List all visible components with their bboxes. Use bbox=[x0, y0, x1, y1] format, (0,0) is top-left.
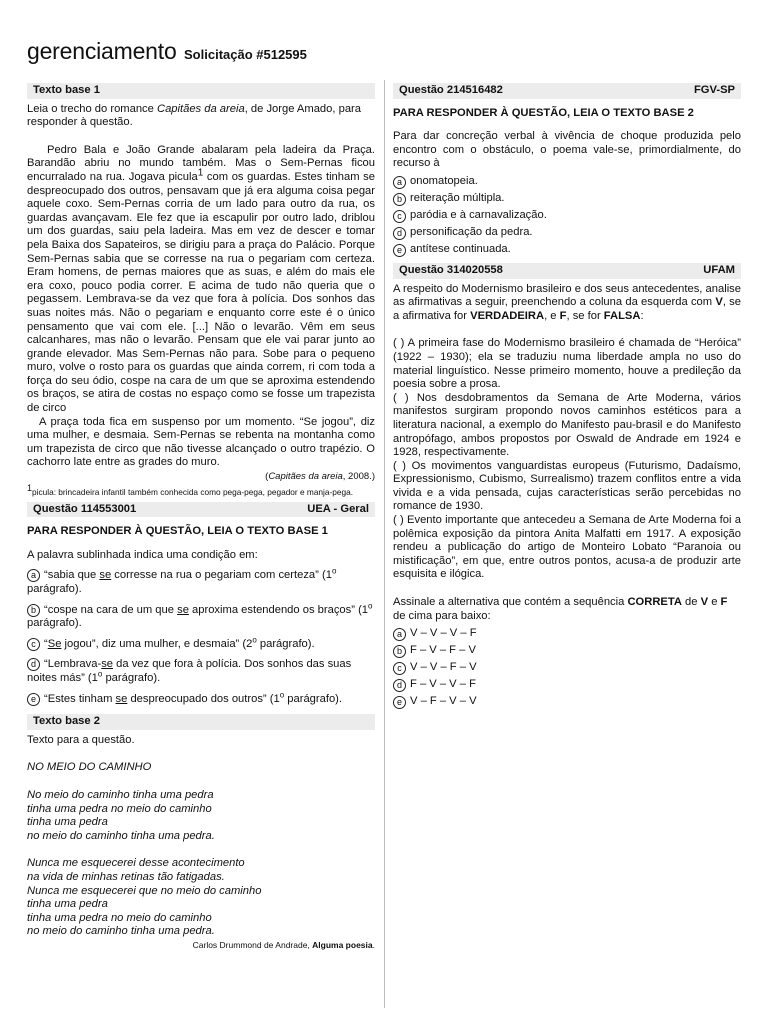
poem-stanza-1 bbox=[27, 789, 375, 843]
option-b[interactable] bbox=[27, 600, 375, 631]
poem-line: na vida de minhas retinas tão fatigadas. bbox=[27, 870, 225, 883]
left-column bbox=[27, 83, 375, 952]
prompt-text: de cima para baixo: bbox=[393, 609, 491, 622]
passage-text: Pedro Bala e João Grande abalaram pela ladeira da Praça. Barandão abriu no mundo também. Mas o Sem-Pernas ficou encurralado na rua. Jogava picula bbox=[27, 143, 375, 183]
question-ask bbox=[393, 596, 741, 623]
statement: ( ) Evento importante que antecedeu a Semana de Arte Moderna foi a polêmica exposição da pintora Anita Malfatti em 1917. A exposição rendeu a publicação do artigo de Monteiro Lobato “Paranoia ou mistificação”, em que, entre outros pontos, acusa-a de produzir arte esquisita e ilógica. bbox=[393, 514, 741, 581]
page-title: gerenciamento bbox=[27, 38, 177, 64]
option-d[interactable] bbox=[27, 657, 375, 685]
option-c[interactable] bbox=[393, 209, 741, 223]
poem-line: tinha uma pedra bbox=[27, 898, 108, 911]
prompt-text: : bbox=[640, 309, 644, 322]
underlined-word: se bbox=[99, 569, 112, 582]
question-1-options bbox=[27, 568, 375, 706]
question-2-options bbox=[393, 175, 741, 257]
prompt-text: , se a afirmativa for bbox=[393, 296, 741, 322]
option-a[interactable] bbox=[393, 627, 741, 641]
ordinal-marker: o bbox=[279, 689, 285, 699]
option-letter-icon: a bbox=[27, 569, 40, 582]
bold-term: CORRETA bbox=[627, 596, 682, 609]
citation-part: . bbox=[372, 939, 375, 950]
option-letter-icon: c bbox=[393, 662, 406, 675]
option-e[interactable] bbox=[27, 689, 375, 707]
option-text: F – V – V – F bbox=[410, 678, 476, 691]
option-c[interactable] bbox=[393, 661, 741, 675]
option-d[interactable] bbox=[393, 226, 741, 240]
citation-book: Alguma poesia bbox=[312, 939, 373, 950]
footnote bbox=[27, 482, 375, 498]
question-prompt: A palavra sublinhada indica uma condição em: bbox=[27, 548, 258, 561]
option-text: antítese continuada. bbox=[410, 242, 511, 255]
texto-base-1-intro bbox=[27, 103, 375, 130]
bold-term: F bbox=[720, 596, 728, 609]
option-text: jogou”, diz uma mulher, e desmaia” (2 bbox=[61, 637, 253, 650]
poem-stanza-2 bbox=[27, 857, 375, 939]
option-text: parágrafo). bbox=[27, 583, 82, 595]
option-text: “ bbox=[44, 637, 48, 650]
option-e[interactable] bbox=[393, 243, 741, 257]
option-text: “Lembrava- bbox=[44, 658, 102, 671]
request-number: Solicitação #512595 bbox=[184, 47, 307, 62]
option-text: parágrafo). bbox=[256, 637, 315, 650]
intro-text: , de Jorge Amado, para responder à questão. bbox=[27, 102, 361, 129]
book-title: Capitães da areia bbox=[156, 102, 245, 115]
option-letter-icon: c bbox=[393, 210, 406, 223]
option-letter-icon: d bbox=[393, 679, 406, 692]
option-text: parágrafo). bbox=[27, 617, 82, 630]
underlined-word: se bbox=[101, 658, 114, 671]
bold-term: V bbox=[700, 596, 709, 609]
option-letter-icon: c bbox=[27, 638, 40, 651]
citation-part: ( bbox=[265, 471, 269, 483]
prompt-text: e bbox=[708, 596, 721, 609]
option-text: paródia e à carnavalização. bbox=[410, 208, 547, 221]
option-d[interactable] bbox=[393, 678, 741, 692]
option-text: V – V – V – F bbox=[410, 627, 477, 640]
question-source: UEA - Geral bbox=[307, 502, 369, 515]
question-id: Questão 314020558 bbox=[399, 263, 503, 276]
option-letter-icon: d bbox=[393, 227, 406, 240]
passage-paragraph-2 bbox=[27, 416, 375, 470]
option-letter-icon: e bbox=[393, 696, 406, 709]
poem-line: Nunca me esquecerei desse acontecimento bbox=[27, 857, 245, 870]
option-a[interactable] bbox=[393, 175, 741, 189]
option-e[interactable] bbox=[393, 695, 741, 709]
option-text: corresse na rua o pegariam com certeza” (1 bbox=[111, 569, 332, 582]
option-letter-icon: e bbox=[27, 693, 40, 706]
poem-title: NO MEIO DO CAMINHO bbox=[27, 761, 152, 774]
question-2-header bbox=[393, 83, 741, 99]
prompt-text: de bbox=[681, 596, 701, 609]
passage-citation bbox=[27, 470, 375, 484]
statements-list bbox=[393, 337, 741, 582]
question-1-header bbox=[27, 502, 375, 518]
question-id: Questão 114553001 bbox=[33, 502, 137, 515]
passage-text: A praça toda fica em suspenso por um momento. “Se jogou”, diz uma mulher, e desmaia. Sem-Pernas se rebenta na montanha como um trapezista de circo que não tivesse alcançado o outro trapézio. O cachorro late entre as grades do muro. bbox=[27, 415, 375, 469]
bold-term: VERDADEIRA bbox=[470, 309, 545, 322]
column-divider bbox=[384, 80, 385, 1008]
option-text: “Estes tinham bbox=[44, 692, 116, 705]
underlined-word: Se bbox=[47, 637, 62, 650]
option-text: F – V – F – V bbox=[410, 644, 476, 657]
option-text: V – V – F – V bbox=[410, 661, 477, 674]
citation-author: Carlos Drummond de Andrade, bbox=[192, 939, 313, 950]
ordinal-marker: o bbox=[368, 600, 373, 610]
option-letter-icon: a bbox=[393, 628, 406, 641]
bold-term: V bbox=[715, 296, 723, 309]
option-text: reiteração múltipla. bbox=[410, 191, 505, 204]
section-title: Texto base 1 bbox=[33, 84, 100, 96]
option-text: parágrafo). bbox=[284, 692, 343, 705]
passage-paragraph-1 bbox=[27, 144, 375, 416]
option-text: “sabia que bbox=[44, 569, 100, 582]
option-text: da vez que fora à polícia. Dos sonhos das suas noites más” (1 bbox=[27, 658, 352, 684]
footnote-text: picula: brincadeira infantil também conhecida como pega-pega, pegador e manja-pega. bbox=[32, 486, 354, 497]
statement: ( ) Nos desdobramentos da Semana de Arte Moderna, vários manifestos surgiram propondo novos caminhos estéticos para a literatura nacional, a exemplo do Manifesto pau-brasil e do Manifesto antropófago, ambos propostos por Oswald de Andrade em 1924 e 1928, respectivamente. bbox=[393, 391, 741, 459]
option-text: personificação da pedra. bbox=[410, 225, 533, 238]
question-instruction: PARA RESPONDER À QUESTÃO, LEIA O TEXTO BASE 2 bbox=[393, 106, 694, 119]
texto-base-1-heading bbox=[27, 83, 375, 99]
footnote-marker: 1 bbox=[197, 167, 204, 179]
poem-line: no meio do caminho tinha uma pedra. bbox=[27, 829, 215, 842]
option-text: onomatopeia. bbox=[410, 174, 478, 187]
question-3-options bbox=[393, 627, 741, 709]
question-instruction: PARA RESPONDER À QUESTÃO, LEIA O TEXTO BASE 1 bbox=[27, 525, 328, 538]
option-letter-icon: b bbox=[393, 645, 406, 658]
prompt-text: , e bbox=[544, 309, 560, 322]
statement: ( ) A primeira fase do Modernismo brasileiro é chamada de “Heróica” (1922 – 1930); ela se traduziu numa liberdade ampla no uso do material linguístico. Nesse primeiro momento, houve a predileção da poesia sobre a prosa. bbox=[393, 337, 741, 391]
ordinal-marker: o bbox=[252, 635, 257, 645]
poem-line: No meio do caminho tinha uma pedra bbox=[27, 788, 214, 801]
citation-part: , 2008.) bbox=[342, 471, 375, 483]
poem-line: Nunca me esquecerei que no meio do caminho bbox=[27, 884, 262, 897]
ordinal-marker: o bbox=[97, 669, 103, 679]
option-text: despreocupado dos outros” (1 bbox=[127, 692, 280, 705]
option-letter-icon: a bbox=[393, 176, 406, 189]
option-b[interactable] bbox=[393, 192, 741, 206]
option-letter-icon: b bbox=[27, 604, 40, 617]
option-text: “cospe na cara de um que bbox=[44, 603, 178, 616]
section-title: Texto base 2 bbox=[33, 715, 100, 728]
poem-citation bbox=[27, 939, 375, 953]
ordinal-marker: o bbox=[331, 566, 337, 576]
poem-line: no meio do caminho tinha uma pedra. bbox=[27, 925, 215, 938]
bold-term: FALSA bbox=[603, 309, 641, 322]
prompt-text: A respeito do Modernismo brasileiro e dos seus antecedentes, analise as afirmativas a seguir, preenchendo a coluna da esquerda com bbox=[393, 282, 741, 309]
right-column bbox=[393, 83, 741, 712]
option-c[interactable] bbox=[27, 637, 375, 652]
option-letter-icon: b bbox=[393, 193, 406, 206]
option-text: aproxima estendendo os braços” (1 bbox=[188, 603, 369, 616]
question-source: FGV-SP bbox=[693, 84, 735, 96]
prompt-text: Assinale a alternativa que contém a sequência bbox=[393, 596, 628, 609]
passage-text: com os guardas. Estes tinham se despreocupado dos outros, pensavam que já era alguma coisa pegar aquele coxo. Sem-Pernas corria de um lado para outro da rua, os guardas avançavam. Ele fez que ia escapulir por outro lado, driblou um dos guardas, saiu pela ladeira. Mas em vez de descer e tomar pela Baixa dos Sapateiros, se dirigiu para a praça do Palácio. Porque Sem-Pernas sabia que se corresse na rua o pegariam com certeza. Eram homens, de pernas maiores que as suas, e além do mais ele era coxo, pouco podia correr. E acima de tudo não queria que o pegassem. Lembrava-se da vez que fora à polícia. Dos sonhos das suas noites más. Não o pegariam e enquanto corre este é o único pensamento que vai com ele. [...] Não o levarão. Vêm em seus calcanhares, mas não o levarão. Pensam que ele vai parar junto ao grande elevador. Mas Sem-Pernas não para. Sobe para o pequeno muro, volve o rosto para os guardas que ainda correm, ri com toda a força do seu ódio, cospe na cara de um que se aproxima estendendo os braços, se atira de costas no espaço como se fosse um trapezista de circo bbox=[27, 170, 376, 415]
question-source: UFAM bbox=[703, 263, 735, 276]
prompt-text: , se for bbox=[566, 309, 604, 322]
poem-line: tinha uma pedra no meio do caminho bbox=[27, 802, 212, 815]
underlined-word: se bbox=[115, 692, 128, 705]
texto-base-2-intro: Texto para a questão. bbox=[27, 733, 135, 746]
underlined-word: se bbox=[177, 603, 189, 616]
option-a[interactable] bbox=[27, 568, 375, 596]
citation-title: Capitães da areia bbox=[268, 471, 343, 483]
question-prompt: Para dar concreção verbal à vivência de choque produzida pelo encontro com o obstáculo, o poema vale-se, primordialmente, do recurso à bbox=[393, 130, 741, 170]
texto-base-2-heading bbox=[27, 714, 375, 730]
footnote-number: 1 bbox=[27, 482, 33, 493]
statement: ( ) Os movimentos vanguardistas europeus (Futurismo, Dadaísmo, Expressionismo, Cubismo, Surrealismo) trazem conflitos entre a vida vivida e a vida pensada, cujas características serão percebidas no romance de 1930. bbox=[393, 459, 741, 513]
page-header bbox=[27, 38, 307, 65]
option-b[interactable] bbox=[393, 644, 741, 658]
intro-text: Leia o trecho do romance bbox=[27, 102, 157, 115]
poem-line: tinha uma pedra no meio do caminho bbox=[27, 911, 212, 924]
option-letter-icon: d bbox=[27, 658, 40, 671]
question-3-header bbox=[393, 263, 741, 279]
poem-line: tinha uma pedra bbox=[27, 816, 108, 829]
option-text: V – F – V – V bbox=[410, 695, 477, 708]
question-id: Questão 214516482 bbox=[399, 84, 503, 96]
question-prompt bbox=[393, 283, 741, 324]
option-letter-icon: e bbox=[393, 244, 406, 257]
bold-term: F bbox=[559, 309, 567, 322]
option-text: parágrafo). bbox=[102, 671, 161, 684]
